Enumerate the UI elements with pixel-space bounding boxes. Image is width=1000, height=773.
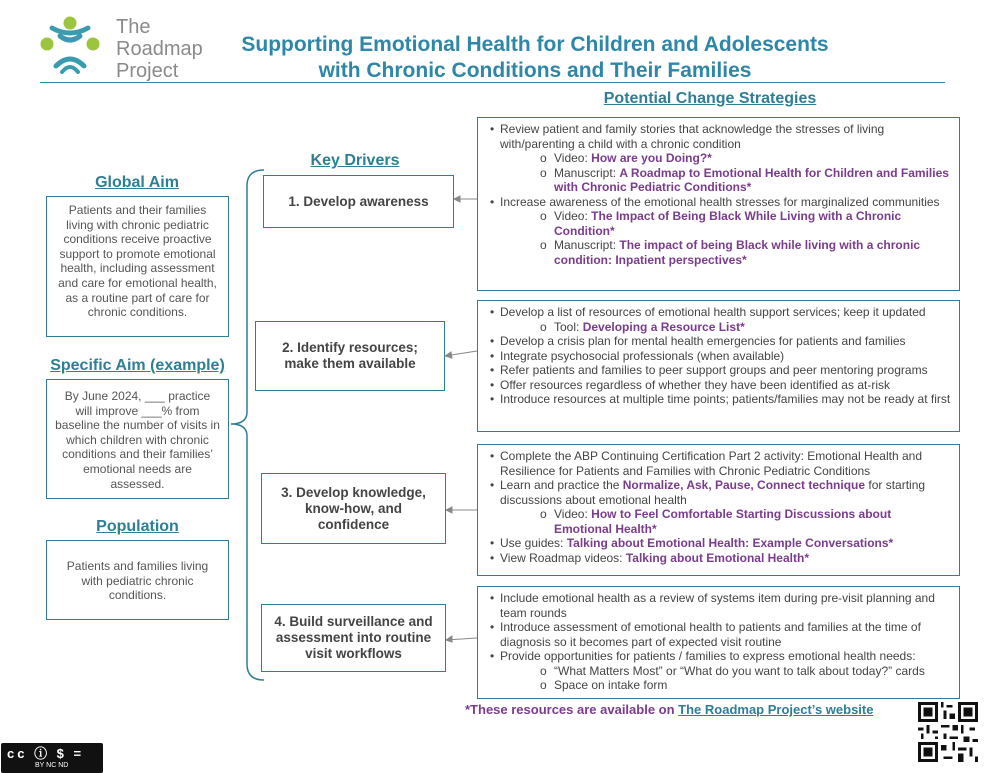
title-line1: Supporting Emotional Health for Children and Adolescents bbox=[241, 33, 829, 56]
cc-license-labels: BY NC ND bbox=[35, 762, 69, 769]
roadmap-logo-icon bbox=[36, 14, 104, 76]
population-box: Patients and families living with pediatric chronic conditions. bbox=[46, 540, 229, 620]
logo-text-line2: Roadmap bbox=[116, 38, 203, 60]
strategy-item: • Increase awareness of the emotional health stresses for marginalized communities bbox=[488, 195, 951, 210]
strategy-item: • Refer patients and families to peer support groups and peer mentoring programs bbox=[488, 363, 951, 378]
resource-link[interactable]: How are you Doing?* bbox=[591, 151, 712, 165]
logo bbox=[36, 14, 206, 82]
strategy-item: • Offer resources regardless of whether they have been identified as at-risk bbox=[488, 378, 951, 393]
strategy-item: • Provide opportunities for patients / families to express emotional health needs: bbox=[488, 649, 951, 664]
title-divider bbox=[40, 82, 945, 83]
specific-aim-header: Specific Aim (example) bbox=[50, 357, 225, 374]
strategy-subitem: o Manuscript: The impact of being Black while living with a chronic condition: Inpatient perspectives* bbox=[488, 238, 951, 267]
strategy-item: • Integrate psychosocial professionals (when available) bbox=[488, 349, 951, 364]
strategy-item: • View Roadmap videos: Talking about Emotional Health* bbox=[488, 551, 951, 566]
strategy-subitem: o Space on intake form bbox=[488, 678, 951, 693]
key-drivers-header: Key Drivers bbox=[310, 152, 400, 169]
strategy-subitem: o Video: How to Feel Comfortable Starting Discussions about Emotional Health* bbox=[488, 507, 951, 536]
strategy-box-2 bbox=[477, 300, 960, 432]
strategy-item: • Learn and practice the Normalize, Ask, Pause, Connect technique for starting discussions about emotional health bbox=[488, 478, 951, 507]
strategy-item: • Include emotional health as a review of systems item during pre-visit planning and team rounds bbox=[488, 591, 951, 620]
logo-text-line3: Project bbox=[116, 60, 179, 82]
resource-link[interactable]: Normalize, Ask, Pause, Connect technique bbox=[622, 478, 866, 492]
resource-link[interactable]: The Impact of Being Black While Living with a Chronic Condition* bbox=[554, 209, 902, 238]
driver-3-box: 3. Develop knowledge, know-how, and confidence bbox=[261, 473, 446, 544]
footnote-text: *These resources are available on bbox=[465, 702, 679, 717]
resource-link[interactable]: Developing a Resource List* bbox=[582, 319, 745, 334]
strategy-subitem: o Video: The Impact of Being Black While Living with a Chronic Condition* bbox=[488, 209, 951, 238]
driver-4-box: 4. Build surveillance and assessment into routine visit workflows bbox=[261, 604, 446, 672]
driver-2-box: 2. Identify resources; make them available bbox=[255, 321, 445, 391]
page-title bbox=[205, 32, 865, 84]
strategy-item: • Develop a list of resources of emotional health support services; keep it updated bbox=[488, 305, 951, 320]
footnote bbox=[465, 702, 915, 717]
strategy-subitem: o Tool: Developing a Resource List* bbox=[488, 320, 951, 335]
resource-link[interactable]: A Roadmap to Emotional Health for Children and Families with Chronic Pediatric Conditions* bbox=[554, 165, 949, 194]
cc-license-badge bbox=[1, 743, 103, 773]
strategy-box-4 bbox=[477, 586, 960, 699]
strategy-box-3 bbox=[477, 444, 960, 576]
strategy-subitem: o Video: How are you Doing?* bbox=[488, 151, 951, 166]
cc-license-icons: cc ⓘ $ = bbox=[7, 746, 85, 761]
strategy-box-1 bbox=[477, 117, 960, 291]
resource-link[interactable]: The impact of being Black while living with a chronic condition: Inpatient perspectives* bbox=[554, 238, 921, 267]
roadmap-website-link[interactable]: The Roadmap Project’s website bbox=[678, 702, 874, 717]
strategy-subitem: o “What Matters Most” or “What do you want to talk about today?” cards bbox=[488, 664, 951, 679]
logo-text-line1: The bbox=[116, 16, 151, 38]
qr-code-icon[interactable] bbox=[918, 702, 978, 762]
strategy-item: • Use guides: Talking about Emotional Health: Example Conversations* bbox=[488, 536, 951, 551]
global-aim-header: Global Aim bbox=[95, 174, 179, 191]
strategy-item: • Introduce assessment of emotional health to patients and families at the time of diagnosis so it becomes part of expected visit routine bbox=[488, 620, 951, 649]
strategies-header: Potential Change Strategies bbox=[603, 90, 817, 107]
strategy-item: • Complete the ABP Continuing Certification Part 2 activity: Emotional Health and Resilience for Patients and Families with Chronic Pediatric Conditions bbox=[488, 449, 951, 478]
strategy-item: • Introduce resources at multiple time points; patients/families may not be ready at first bbox=[488, 392, 951, 407]
resource-link[interactable]: How to Feel Comfortable Starting Discussions about Emotional Health* bbox=[554, 507, 892, 536]
driver-1-box: 1. Develop awareness bbox=[263, 175, 454, 228]
strategy-item: • Review patient and family stories that acknowledge the stresses of living with/parenting a child with a chronic condition bbox=[488, 122, 951, 151]
resource-link[interactable]: Talking about Emotional Health* bbox=[625, 550, 809, 565]
title-line2: with Chronic Conditions and Their Families bbox=[318, 59, 752, 82]
global-aim-box: Patients and their families living with chronic pediatric conditions receive proactive support to promote emotional health, including assessment and care for emotional health, as a routine part of care for chronic conditions. bbox=[46, 196, 229, 337]
resource-link[interactable]: Talking about Emotional Health: Example Conversations* bbox=[566, 536, 894, 550]
strategy-subitem: o Manuscript: A Roadmap to Emotional Health for Children and Families with Chronic Pediatric Conditions* bbox=[488, 166, 951, 195]
specific-aim-box: By June 2024, ___ practice will improve ___% from baseline the number of visits in which children with chronic conditions and their families’ emotional needs are assessed. bbox=[46, 379, 229, 499]
population-header: Population bbox=[96, 518, 179, 535]
strategy-item: • Develop a crisis plan for mental health emergencies for patients and families bbox=[488, 334, 951, 349]
